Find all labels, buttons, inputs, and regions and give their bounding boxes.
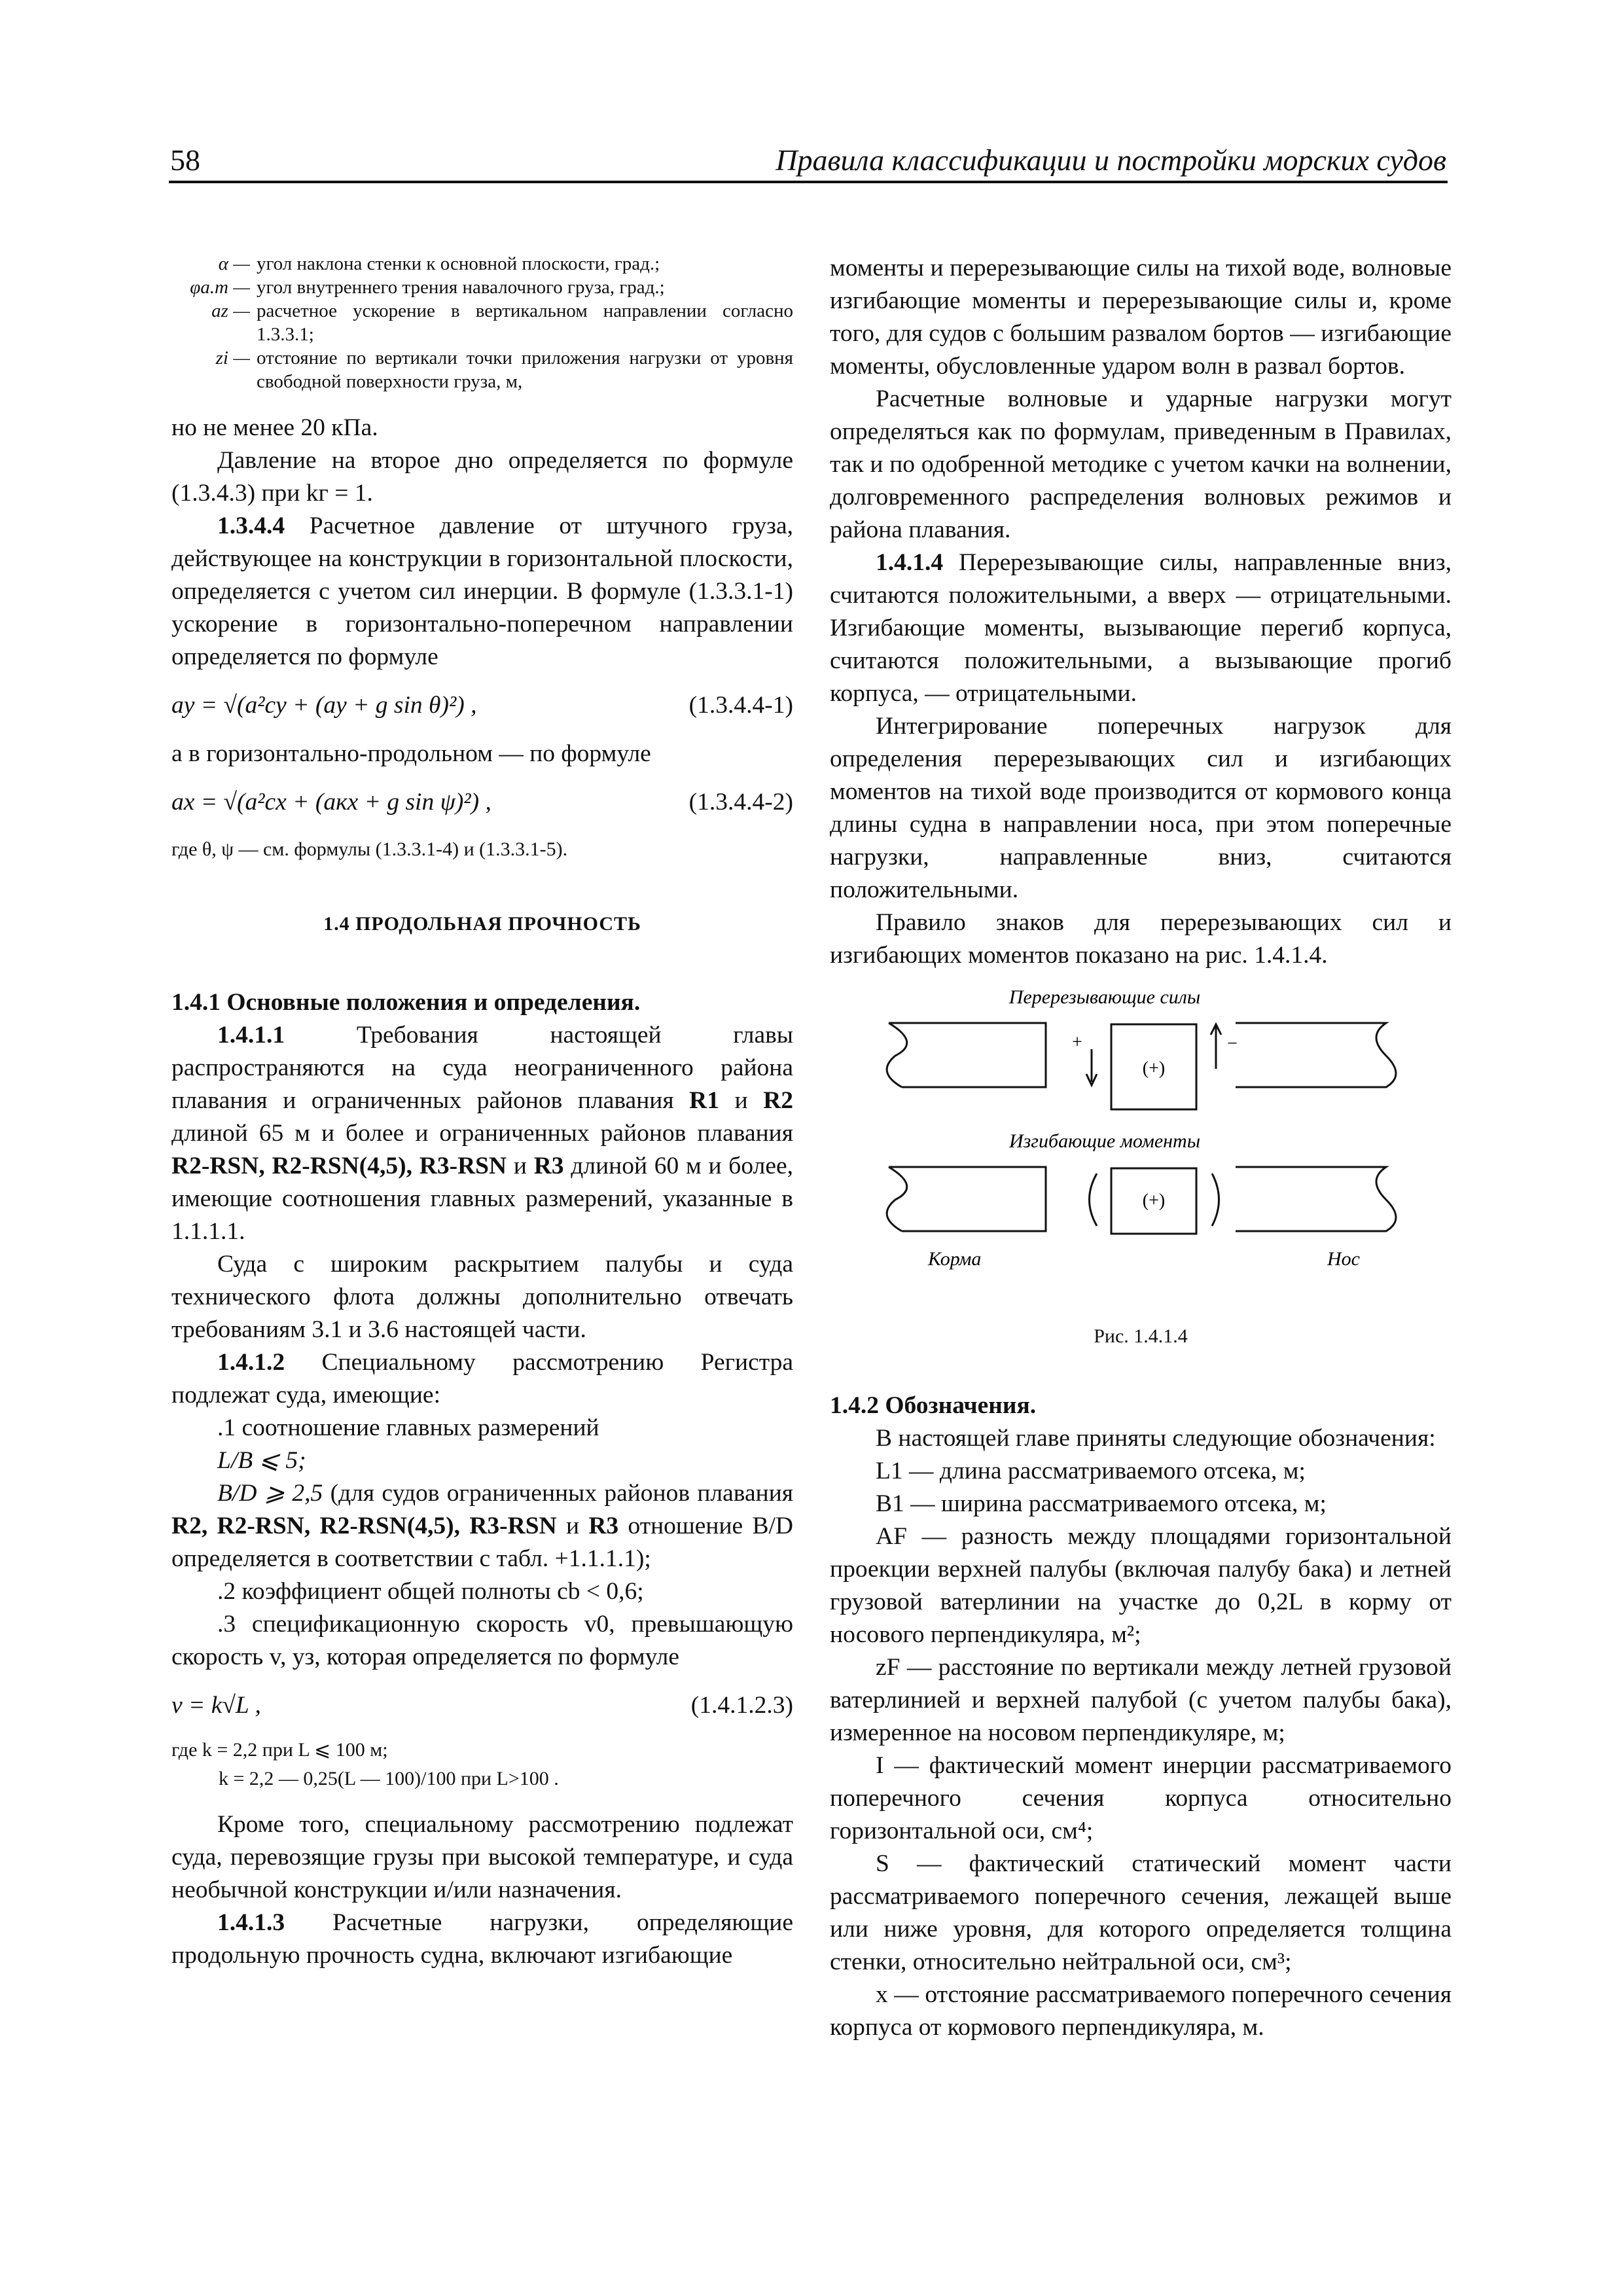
bow-section (1236, 1167, 1396, 1231)
def-text: расчетное ускорение в вертикальном направлении согласно 1.3.3.1; (257, 300, 793, 345)
paragraph (171, 1346, 793, 1412)
formula-note: где θ, ψ — см. формулы (1.3.3.1-4) и (1.3.3.1-5). (171, 838, 568, 860)
paragraph (171, 1019, 793, 1248)
conjunction: и (565, 1513, 580, 1539)
def-symbol: zi — (215, 348, 250, 368)
paragraph-text: Расчетные нагрузки, определяющие продольную прочность судна, включают изгибающие (171, 1909, 793, 1969)
shear-row (887, 1023, 1396, 1109)
paragraph: Правило знаков для перерезывающих сил и изгибающих моментов показано на рис. 1.4.1.4. (830, 909, 1452, 969)
header-rule (169, 181, 1448, 183)
paragraph: Интегрирование поперечных нагрузок для определения перерезывающих сил и изгибающих моментов на тихой воде производится от кормового конца длины судна в направлении носа, при этом поперечные нагрузки, направленные вниз, считаются положительными. (830, 713, 1452, 903)
clause-number: 1.4.1.4 (876, 549, 944, 576)
list-item: .3 спецификационную скорость v0, превышающую скорость v, уз, которая определяется по формуле (171, 1611, 793, 1670)
bow-label: Нос (1327, 1248, 1360, 1270)
formula (171, 780, 793, 825)
clause-number: 1.4.1.1 (217, 1022, 285, 1049)
label-bending-moments: Изгибающие моменты (1008, 1130, 1201, 1152)
paragraph-text: Требования настоящей главы распространяются на суда неограниченного района плавания и ограниченных районов плавания (171, 1022, 793, 1114)
left-column (171, 252, 793, 1972)
definition-row (171, 299, 793, 346)
page-number: 58 (170, 143, 200, 177)
paragraph (171, 1907, 793, 1972)
minus-sign: − (1227, 1033, 1238, 1054)
figure-drawing (830, 984, 1452, 1291)
paragraph (830, 547, 1452, 710)
symbol-definitions (171, 252, 793, 393)
definition: AF — разность между площадями горизонтальной проекции верхней палубы (включая палубу бака) и летней грузовой ватерлинии на участке до 0,2L в корму от носового перпендикуляра, м²; (830, 1523, 1452, 1648)
paragraph (171, 510, 793, 673)
paragraph-text: (для судов ограниченных районов плавания (330, 1480, 794, 1507)
def-text: угол наклона стенки к основной плоскости, град.; (257, 253, 660, 274)
paragraph-text: длиной 65 м и более и ограниченных районов плавания (171, 1120, 793, 1147)
running-title: Правила классификации и постройки морских судов (776, 143, 1446, 177)
label-shear-forces: Перерезывающие силы (1008, 986, 1201, 1008)
def-symbol: φа.т — (190, 277, 250, 298)
plus-sign: + (1072, 1032, 1082, 1052)
paragraph-text: Перерезывающие силы, направленные вниз, считаются положительными, а вверх — отрицательными. Изгибающие моменты, вызывающие перегиб корпуса, считаются положительными, а вызывающие прогиб корпуса, — отрицательными. (830, 549, 1452, 707)
paragraph-text: Расчетное давление от штучного груза, действующее на конструкции в горизонтальной плоскости, определяется с учетом сил инерции. В формуле (1.3.3.1-1) ускорение в горизонтально-поперечном направлении определяется по формуле (171, 512, 793, 670)
conjunction: и (513, 1153, 527, 1179)
definition-row (171, 346, 793, 393)
formula (171, 683, 793, 728)
subsection-title: 1.4.1 Основные положения и определения. (171, 989, 641, 1016)
def-symbol: az — (211, 300, 250, 321)
figure-caption: Рис. 1.4.1.4 (1094, 1325, 1188, 1347)
definition: L1 — длина рассматриваемого отсека, м; (876, 1458, 1306, 1484)
positive-label: (+) (1142, 1191, 1166, 1211)
section-title: 1.4 ПРОДОЛЬНАЯ ПРОЧНОСТЬ (323, 913, 641, 935)
region-code: R1 (689, 1087, 719, 1114)
stern-section (889, 1167, 1046, 1231)
formula-number: (1.3.4.4-2) (688, 789, 793, 816)
paragraph: моменты и перерезывающие силы на тихой воде, волновые изгибающие моменты и перерезывающие силы и, кроме того, для судов с большим развалом бортов — изгибающие моменты, обусловленные ударом волн в развал бортов. (830, 255, 1452, 380)
paragraph-text: Специальному рассмотрению Регистра подлежат суда, имеющие: (171, 1349, 794, 1408)
definition: I — фактический момент инерции рассматриваемого поперечного сечения корпуса относительно горизонтальной оси, см⁴; (830, 1752, 1452, 1844)
stern-break-line (887, 1167, 907, 1231)
definition: x — отстояние рассматриваемого поперечного сечения корпуса от кормового перпендикуляра, м. (830, 1981, 1452, 2041)
region-code: R2, R2-RSN, R2-RSN(4,5), R3-RSN (171, 1513, 557, 1539)
list-item: .2 коэффициент общей полноты cb < 0,6; (217, 1578, 644, 1605)
formula (171, 1683, 793, 1729)
region-code: R2-RSN, R2-RSN(4,5), R3-RSN (171, 1153, 507, 1179)
def-text: угол внутреннего трения навалочного груза, град.; (257, 277, 665, 298)
formula-number: (1.3.4.4-1) (688, 692, 793, 719)
definition: S — фактический статический момент части рассматриваемого поперечного сечения, лежащей выше или ниже уровня, для которого определяется толщина стенки, относительно нейтральной оси, см³; (830, 1850, 1452, 1975)
right-column (830, 252, 1452, 2044)
conjunction: и (734, 1087, 748, 1114)
region-code: R3 (588, 1513, 619, 1539)
formula-note: где k = 2,2 при L ⩽ 100 м; (171, 1739, 388, 1761)
paragraph-text: отношение B/D определяется в соответствии с табл. +1.1.1.1); (171, 1513, 793, 1572)
list-item (171, 1477, 793, 1575)
positive-label: (+) (1142, 1058, 1166, 1079)
def-symbol: α — (218, 253, 250, 274)
formula-expression: ax = √(a²cx + (aкx + g sin ψ)²) , (171, 789, 491, 816)
formula-note: k = 2,2 — 0,25(L — 100)/100 при L>100 . (219, 1768, 559, 1789)
paragraph: Расчетные волновые и ударные нагрузки могут определяться как по формулам, приведенным в Правилах, так и по одобренной методике с учетом качки на волнении, долговременного распределения волновых режимов и района плавания. (830, 386, 1452, 543)
paragraph: но не менее 20 кПа. (171, 414, 378, 441)
formula-expression: v = k√L , (171, 1692, 261, 1719)
region-code: R2 (763, 1087, 794, 1114)
moment-row (887, 1167, 1396, 1234)
list-item: L/B ⩽ 5; (217, 1447, 306, 1474)
paragraph: а в горизонтально-продольном — по формуле (171, 740, 651, 767)
definition-row (171, 276, 793, 299)
stern-break-line (887, 1023, 907, 1087)
clause-number: 1.4.1.2 (217, 1349, 285, 1376)
formula-number: (1.4.1.2.3) (690, 1692, 793, 1719)
def-text: отстояние по вертикали точки приложения нагрузки от уровня свободной поверхности груза, м, (257, 348, 793, 392)
stern-section (889, 1023, 1046, 1087)
definition-row (171, 252, 793, 276)
paragraph: Кроме того, специальному рассмотрению подлежат суда, перевозящие грузы при высокой температуре, и суда необычной конструкции и/или назначения. (171, 1811, 793, 1903)
clause-number: 1.3.4.4 (217, 512, 285, 539)
left-moment-arrow (1090, 1174, 1097, 1226)
paragraph: Суда с широким раскрытием палубы и суда технического флота должны дополнительно отвечать требованиям 3.1 и 3.6 настоящей части. (171, 1251, 793, 1343)
definition: zF — расстояние по вертикали между летней грузовой ватерлинией и верхней палубой (с учетом палубы бака), измеренное на носовом перпендикуляре, м; (830, 1654, 1452, 1746)
clause-number: 1.4.1.3 (217, 1909, 285, 1936)
paragraph: Давление на второе дно определяется по формуле (1.3.4.3) при kг = 1. (171, 447, 793, 507)
region-code: R3 (533, 1153, 564, 1179)
paragraph-text: длиной 60 м и более, имеющие соотношения главных размерений, указанные в 1.1.1.1. (171, 1153, 794, 1245)
right-moment-arrow (1212, 1174, 1219, 1226)
sign-convention-figure (830, 984, 1452, 1350)
ratio-expression: B/D ⩾ 2,5 (217, 1480, 323, 1507)
paragraph: В настоящей главе приняты следующие обозначения: (876, 1425, 1436, 1452)
stern-label: Корма (928, 1248, 982, 1270)
list-item: .1 соотношение главных размерений (217, 1414, 599, 1441)
formula-expression: ay = √(a²cy + (ay + g sin θ)²) , (171, 692, 477, 719)
subsection-title: 1.4.2 Обозначения. (830, 1392, 1037, 1419)
definition: B1 — ширина рассматриваемого отсека, м; (876, 1490, 1327, 1517)
bow-section (1236, 1023, 1396, 1087)
